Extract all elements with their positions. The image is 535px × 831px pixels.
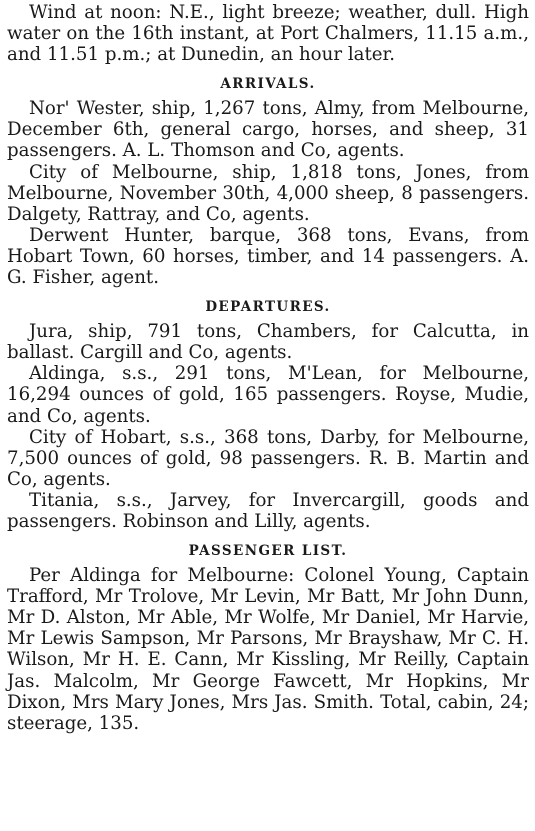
passenger-list-text: Per Aldinga for Melbourne: Colonel Young, Captain Trafford, Mr Trolove, Mr Levin, Mr Batt, Mr John Dunn, Mr D. Alston, Mr Able, Mr Wolfe, Mr Daniel, Mr Harvie, Mr Lewis Sampson, Mr Parsons, Mr Brayshaw, Mr C. H. Wilson, Mr H. E. Cann, Mr Kissling, Mr Reilly, Captain Jas. Malcolm, Mr George Fawcett, Mr Hopkins, Mr Dixon, Mrs Mary Jones, Mrs Jas. Smith. Total, cabin, 24; steerage, 135. — [7, 565, 529, 734]
departure-entry: City of Hobart, s.s., 368 tons, Darby, for Melbourne, 7,500 ounces of gold, 98 passengers. R. B. Martin and Co, agents. — [7, 426, 529, 490]
departures-heading: DEPARTURES. — [205, 299, 331, 316]
arrival-entry: Nor' Wester, ship, 1,267 tons, Almy, from Melbourne, December 6th, general cargo, horses, and sheep, 31 passengers. A. L. Thomson and Co, agents. — [7, 98, 529, 162]
arrivals-section — [7, 75, 529, 288]
departure-entry: Titania, s.s., Jarvey, for Invercargill, goods and passengers. Robinson and Lilly, agents. — [7, 489, 529, 532]
arrival-entry: Derwent Hunter, barque, 368 tons, Evans, from Hobart Town, 60 horses, timber, and 14 passengers. A. G. Fisher, agent. — [7, 224, 529, 289]
arrivals-heading: ARRIVALS. — [220, 76, 316, 93]
spacer — [7, 65, 529, 75]
spacer — [7, 288, 529, 298]
spacer — [7, 532, 529, 542]
departure-entry: Jura, ship, 791 tons, Chambers, for Calcutta, in ballast. Cargill and Co, agents. — [7, 321, 529, 364]
departure-entry: Aldinga, s.s., 291 tons, M'Lean, for Melbourne, 16,294 ounces of gold, 165 passengers. Royse, Mudie, and Co, agents. — [7, 363, 529, 427]
weather-report: Wind at noon: N.E., light breeze; weather, dull. High water on the 16th instant, at Port Chalmers, 11.15 a.m., and 11.51 p.m.; at Dunedin, an hour later. — [7, 2, 529, 66]
passenger-list-heading: PASSENGER LIST. — [188, 543, 348, 560]
departures-section — [7, 298, 529, 532]
passenger-list-section — [7, 542, 529, 734]
arrival-entry: City of Melbourne, ship, 1,818 tons, Jones, from Melbourne, November 30th, 4,000 sheep, 8 passengers. Dalgety, Rattray, and Co, agents. — [7, 161, 529, 225]
